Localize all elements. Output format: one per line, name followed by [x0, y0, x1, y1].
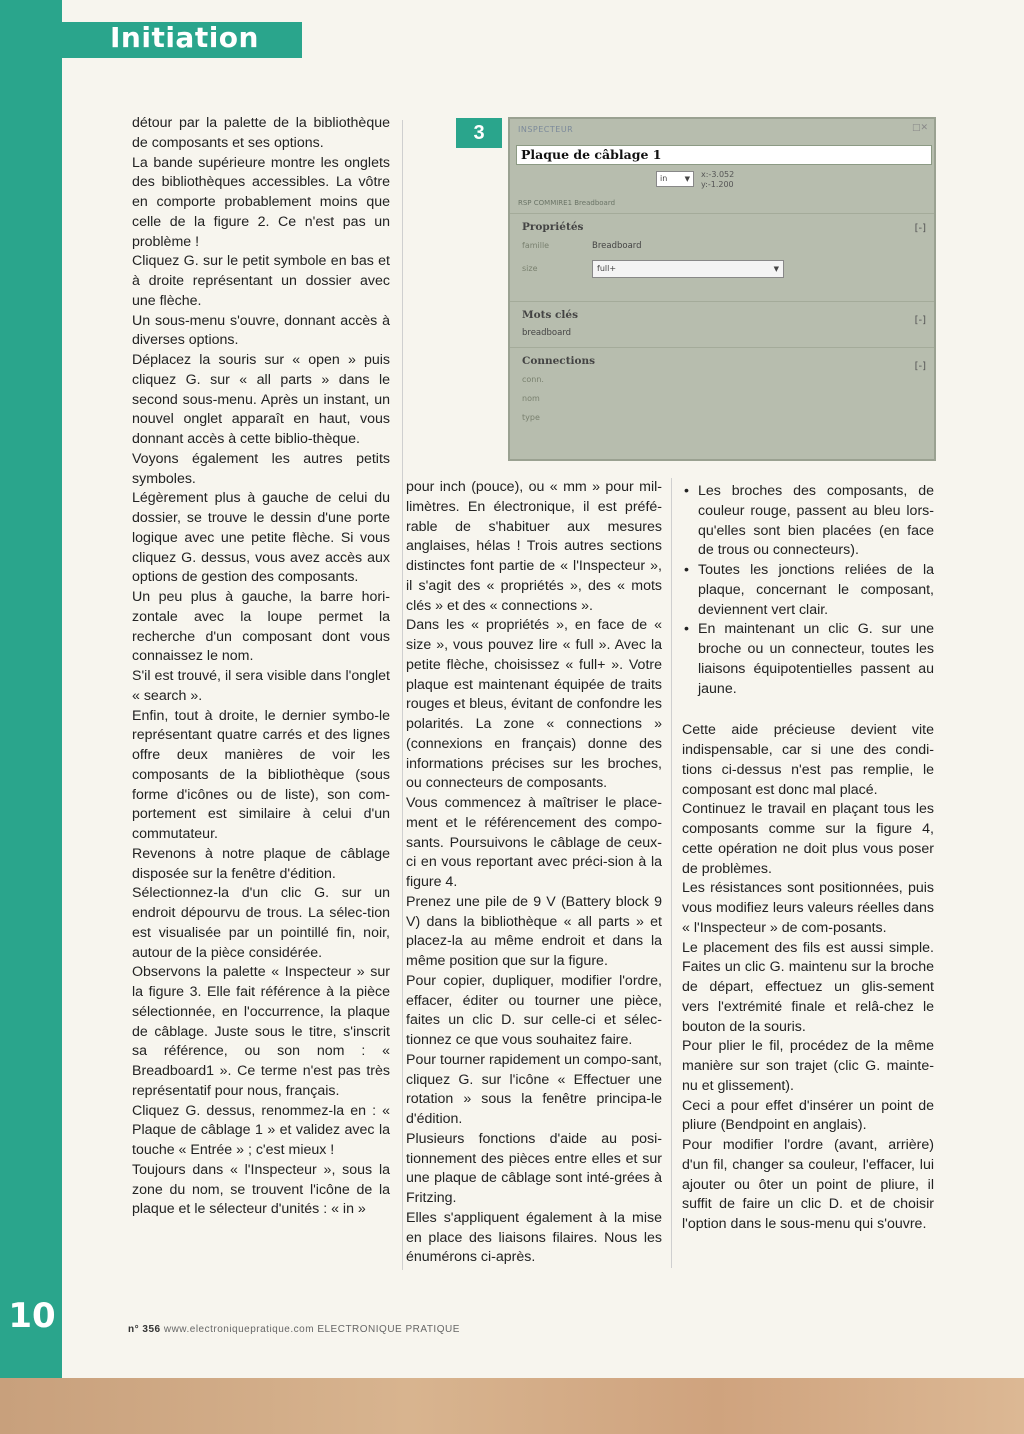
family-label: famille: [522, 241, 550, 250]
paragraph: Les résistances sont positionnées, puis vous modifiez leurs valeurs réelles dans « l'Inspecteur » de com-posants.: [682, 880, 934, 936]
paragraph: Dans les « propriétés », en face de « size », vous pouvez lire « full ». Avec la petite flèche, choisissez « full+ ». Votre plaque est maintenant équipée de traits rouges et bleus, évitant de confondre les polarités. La zone « connections » (connexions en français) donne des informations précises sur les broches, ou connecteurs de composants.: [406, 617, 662, 792]
name-label: nom: [522, 394, 540, 403]
size-value: full+: [597, 264, 617, 273]
family-value: Breadboard: [592, 241, 642, 251]
list-item: • Les broches des composants, de couleur rouge, passent au bleu lors-qu'elles sont bien placées (en face de trous ou connecteurs).: [698, 482, 934, 561]
inspector-panel: [508, 117, 936, 461]
paragraph: pour inch (pouce), ou « mm » pour mil-limètres. En électronique, il est préfé-rable de s'habituer aux mesures anglaises, hélas ! Trois autres sections distinctes font partie de « l'Inspecteur », il s'agit des « propriétés », des « mots clés » et des « connections ».: [406, 479, 662, 614]
footer: [128, 1324, 460, 1335]
side-band: [0, 0, 62, 1378]
paragraph: Cliquez G. dessus, renommez-la en : « Plaque de câblage 1 » et validez avec la touche « Entrée » ; c'est mieux !: [132, 1102, 390, 1158]
paragraph: Pour plier le fil, procédez de la même manière sur son trajet (clic G. mainte-nu et glissement).: [682, 1038, 934, 1094]
dropdown-arrow-icon: ▼: [684, 175, 690, 183]
paragraph: Cliquez G. sur le petit symbole en bas et à droite représentant un dossier avec une flèche.: [132, 253, 390, 309]
column-3: [682, 482, 934, 1235]
divider: [510, 347, 934, 348]
spacer: [682, 699, 934, 721]
properties-section-title: Propriétés: [522, 221, 584, 233]
column-2: [406, 478, 662, 1268]
size-select[interactable]: [592, 260, 784, 278]
conn-label: conn.: [522, 375, 544, 384]
part-reference: RSP COMMIRE1 Breadboard: [518, 199, 616, 207]
paragraph: Un sous-menu s'ouvre, donnant accès à diverses options.: [132, 312, 390, 349]
paragraph: Plusieurs fonctions d'aide au posi-tionnement des pièces entre elles et sur une plaque de câblage sont inté-grées à Fritzing.: [406, 1130, 662, 1206]
page-number: 10: [8, 1296, 56, 1336]
paragraph: Un peu plus à gauche, la barre hori-zontale avec la loupe permet la recherche d'un composant dont vous connaissez le nom.: [132, 589, 390, 665]
paragraph: Légèrement plus à gauche de celui du dossier, se trouve le dessin d'une porte logique avec une petite flèche. Si vous cliquez G. dessus, vous avez accès aux options de gestion des composants.: [132, 490, 390, 586]
connections-collapse-button[interactable]: [-]: [914, 361, 926, 372]
magazine-name: ELECTRONIQUE PRATIQUE: [317, 1324, 460, 1335]
tags-section-title: Mots clés: [522, 309, 579, 321]
paragraph: Le placement des fils est aussi simple. Faites un clic G. maintenu sur la broche de départ, effectuez un glis-sement vers l'extrémité finale et relâ-chez le bouton de la souris.: [682, 939, 934, 1035]
paragraph: Continuez le travail en plaçant tous les composants comme sur la figure 4, cette opération ne doit plus vous poser de problèmes.: [682, 801, 934, 877]
paragraph: Observons la palette « Inspecteur » sur la figure 3. Elle fait référence à la pièce sélectionnée, en l'occurrence, la plaque de câblage. Juste sous le titre, s'inscrit sa référence, ou son nom : « Breadboard1 ». Ce terme n'est pas très représentatif pour nous, français.: [132, 964, 390, 1099]
bullet-list: [682, 482, 934, 699]
tags-collapse-button[interactable]: [-]: [914, 315, 926, 326]
window-controls-icon[interactable]: □✕: [911, 123, 928, 133]
connections-section-title: Connections: [522, 355, 596, 367]
page-edge: [0, 1378, 1024, 1434]
paragraph: Vous commencez à maîtriser le place-ment et le référencement des compo-sants. Poursuivons le câblage de ceux-ci en vous reportant avec préci-sion à la figure 4.: [406, 795, 662, 890]
coord-y: y:-1.200: [701, 180, 734, 189]
paragraph: Pour copier, dupliquer, modifier l'ordre, effacer, éditer ou tourner une pièce, faites un clic D. sur celle-ci et sélec-tionnez ce que vous souhaitez faire.: [406, 972, 662, 1048]
divider: [510, 213, 934, 214]
figure-number-badge: 3: [456, 118, 502, 148]
part-name-field[interactable]: Plaque de câblage 1: [516, 145, 932, 165]
list-item: • En maintenant un clic G. sur une broche ou un connecteur, toutes les liaisons équipotentielles passent au jaune.: [698, 620, 934, 699]
properties-collapse-button[interactable]: [-]: [914, 223, 926, 234]
paragraph: Ceci a pour effet d'insérer un point de pliure (Bendpoint en anglais).: [682, 1097, 934, 1134]
unit-value: in: [660, 174, 668, 183]
paragraph: La bande supérieure montre les onglets des bibliothèques accessibles. La vôtre en comporte probablement moins que celle de la figure 2. Ce n'est pas un problème !: [132, 154, 390, 250]
tags-value: breadboard: [522, 328, 572, 338]
paragraph: Sélectionnez-la d'un clic G. sur un endroit dépourvu de trous. La sélec-tion est visualisée par un pointillé fin, noir, autour de la pièce considérée.: [132, 885, 390, 961]
paragraph: Pour tourner rapidement un compo-sant, cliquez G. sur l'icône « Effectuer une rotation » sous la fenêtre principa-le d'édition.: [406, 1051, 662, 1127]
issue-number: n° 356: [128, 1324, 161, 1335]
paragraph: Enfin, tout à droite, le dernier symbo-le représentant quatre carrés et des lignes offre deux manières de voir les composants de la bibliothèque (sous forme d'icônes ou de liste), son com-portement est similaire à celui d'un commutateur.: [132, 707, 390, 842]
inspector-title: INSPECTEUR: [518, 125, 574, 134]
paragraph: Déplacez la souris sur « open » puis cliquez G. sur « all parts » dans le second sous-menu. Après un instant, un nouvel onglet apparaît en haut, vous donnant accès à cette biblio-thèque.: [132, 352, 390, 447]
list-item: • Toutes les jonctions reliées de la plaque, concernant le composant, deviennent vert clair.: [698, 561, 934, 620]
paragraph: S'il est trouvé, il sera visible dans l'onglet « search ».: [132, 668, 390, 704]
paragraph: Pour modifier l'ordre (avant, arrière) d'un fil, changer sa couleur, l'effacer, lui ajouter ou ôter un point de pliure, il suffit de faire un clic D. et de choisir l'option dans le sous-menu qui s'ouvre.: [682, 1137, 934, 1232]
column-1: [132, 114, 390, 1220]
website: www.electroniquepratique.com: [163, 1324, 315, 1335]
coordinates-readout: [701, 170, 734, 190]
paragraph: Cette aide précieuse devient vite indispensable, car si une des condi-tions ci-dessus n'est pas remplie, le composant est donc mal placé.: [682, 722, 934, 798]
paragraph: Voyons également les autres petits symboles.: [132, 450, 390, 487]
size-label: size: [522, 264, 538, 273]
section-title: Initiation: [110, 21, 259, 54]
paragraph: Toujours dans « l'Inspecteur », sous la zone du nom, se trouvent l'icône de la plaque et le sélecteur d'unités : « in »: [132, 1161, 390, 1218]
paragraph: Prenez une pile de 9 V (Battery block 9 V) dans la bibliothèque « all parts » et placez-la au même endroit et dans la même position que sur la figure.: [406, 893, 662, 969]
paragraph: détour par la palette de la bibliothèque de composants et ses options.: [132, 115, 390, 151]
type-label: type: [522, 413, 540, 422]
divider: [510, 301, 934, 302]
dropdown-arrow-icon: ▼: [773, 265, 779, 273]
paragraph: Elles s'appliquent également à la mise en place des liaisons filaires. Nous les énumérons ci-après.: [406, 1209, 662, 1266]
paragraph: Revenons à notre plaque de câblage disposée sur la fenêtre d'édition.: [132, 845, 390, 882]
coord-x: x:-3.052: [701, 170, 735, 179]
unit-selector[interactable]: [656, 171, 694, 187]
